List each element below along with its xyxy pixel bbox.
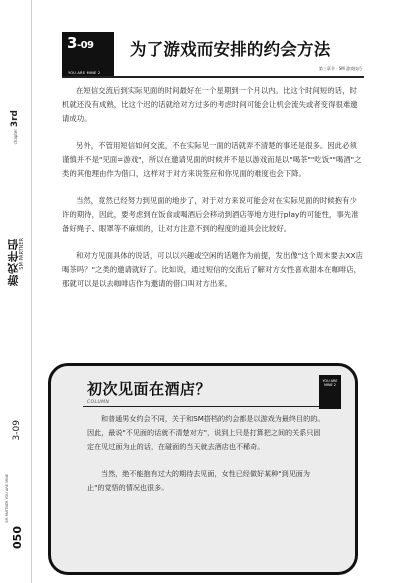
column-rule xyxy=(83,406,319,407)
sidebar-book-title xyxy=(2,238,28,328)
sidebar-footer xyxy=(2,408,30,578)
section-tag: YOU ARE MINE 2 xyxy=(68,71,101,75)
column-box xyxy=(48,363,358,575)
column-label: COLUMN xyxy=(87,400,110,405)
paragraph: 当然，绝不能抱有过大的期待去见面，女性已经做好某种"到见面为止"的觉悟的情况也很多。 xyxy=(87,468,310,492)
chapter-label: 第三章节 · SM 游戏技巧 xyxy=(318,66,362,71)
paragraph: 和对方见面具体的说话，可以以兴趣或空闲的话题作为前提，发出像"这个周末要去XX店喝茶吗？"之类的邀请就好了。比如说，通过短信的交流后了解对方女性喜欢甜本在咖啡店，那就可以是以去咖啡店作为邀请的借口叫对方出来。 xyxy=(62,251,363,289)
sidebar-chapter-number: 3rd xyxy=(10,110,20,128)
column-title: 初次见面在酒店？ xyxy=(87,380,212,398)
sidebar-section: 3-09 xyxy=(12,420,22,441)
page-title: 为了游戏而安排的约会方法 xyxy=(130,40,331,59)
section-number-block xyxy=(62,32,114,78)
article-body xyxy=(62,84,364,304)
paragraph: 和普通男女约会不同，关于和SM搭档的约会都是以游戏为最终目的的。因此，最说"不见面的话就不清楚对方"，说到上只是打算把之间的关系只固定在见过面为止的话，在碰面的当天就去酒店也不稀奇。 xyxy=(87,414,325,452)
sidebar-chapter-label: chapter xyxy=(12,129,18,145)
sidebar-small-text: SM PARTNER YOU ARE MINE xyxy=(5,474,9,523)
paragraph: 另外，不管用短信如何交流，不在实际见一面的话就弄不清楚的事还是很多。因此必须谨慎并不是"见面=游戏"，所以在邀请见面的时候并不是以游戏而是以"喝茶""吃饭""喝酒"之类的其他理由作为借口，这样对于对方来说签应和你见面的难度也会下降。 xyxy=(62,141,362,179)
page-number: 050 xyxy=(11,526,24,549)
margin-rule xyxy=(31,0,32,583)
paragraph: 当然，竟然已经努力到见面的地步了，对于对方来说可能会对在实际见面的时候抱有少许的期待，因此，要考虑到在饭食或喝酒后会移动到酒店等地方进行play的可能性，事先准备好绳子、眼罩等不麻烦的，让对方注意不到的程度的道具会比较好。 xyxy=(62,196,359,234)
column-badge: YOU ARE MINE 2 xyxy=(319,375,341,409)
section-number: 3-09 xyxy=(67,34,94,52)
paragraph: 在短信交流后到实际见面的时间最好在一个星期到一个月以内。比这个时间短的话，时机就还没有成熟，比这个迟的话就给对方过多的考虑时间可能会让机会流失或者变得很难邀请成功。 xyxy=(62,86,358,124)
title-rule xyxy=(62,76,364,78)
book-title: 游戏伴侣 xyxy=(7,238,20,286)
book-title-en: SM PARTNER xyxy=(19,238,25,270)
sidebar-chapter xyxy=(4,110,26,145)
column-body xyxy=(87,412,325,507)
